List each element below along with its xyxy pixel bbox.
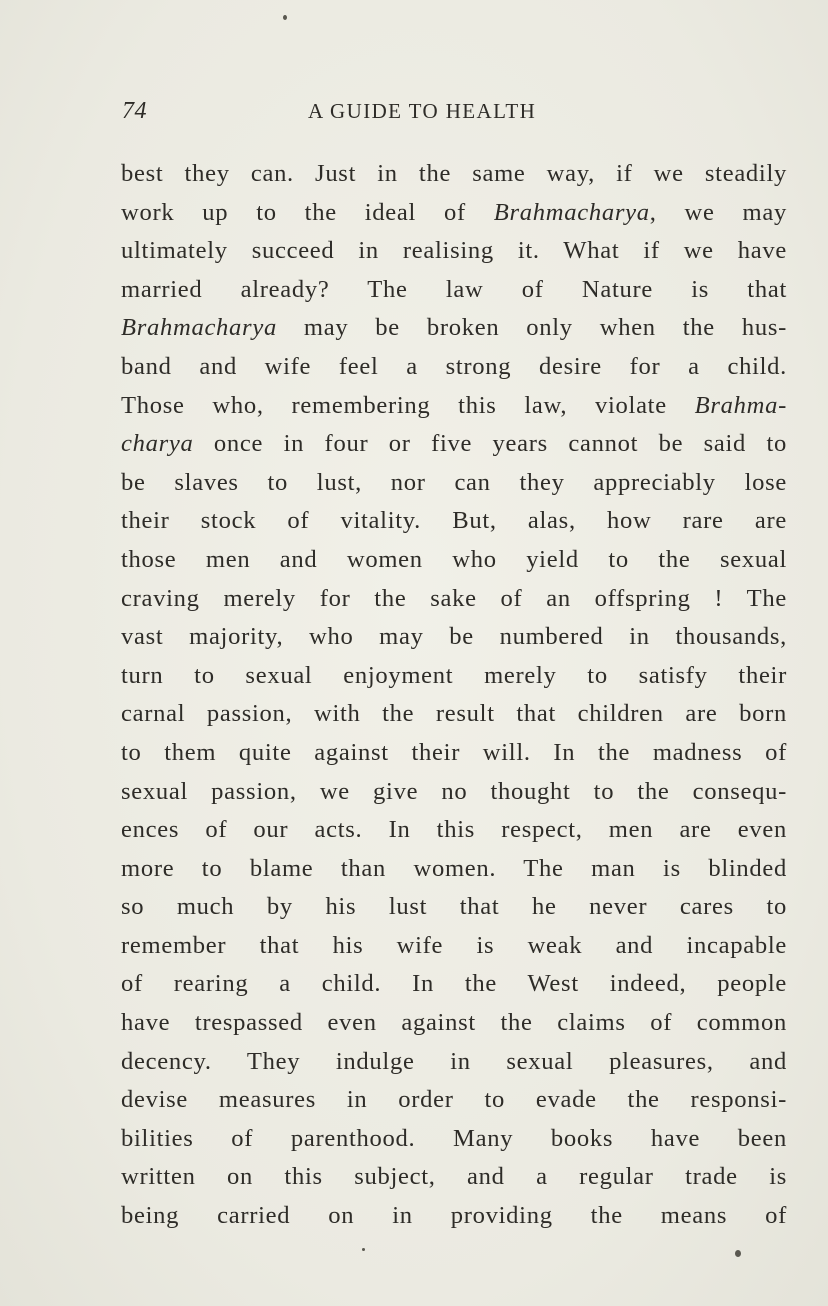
page-header	[122, 98, 786, 128]
text-line: ultimately succeed in realising it. What if we have	[121, 237, 787, 265]
print-speck	[362, 1248, 365, 1251]
text-line: work up to the ideal of Brahmacharya, we may	[121, 198, 787, 226]
text-line: married already? The law of Nature is that	[121, 275, 787, 303]
body-text	[121, 155, 787, 1236]
text-line: have trespassed even against the claims of common	[121, 1009, 787, 1037]
text-line: devise measures in order to evade the responsi-	[121, 1086, 787, 1114]
text-line: charya once in four or five years cannot be said to	[121, 430, 787, 458]
text-line: more to blame than women. The man is blinded	[121, 854, 787, 882]
text-line: bilities of parenthood. Many books have been	[121, 1124, 787, 1152]
print-speck	[283, 15, 287, 20]
running-head: A GUIDE TO HEALTH	[308, 99, 537, 123]
text-line: be slaves to lust, nor can they appreciably lose	[121, 468, 787, 496]
text-line: craving merely for the sake of an offspring ! The	[121, 584, 787, 612]
text-line: best they can. Just in the same way, if we steadily	[121, 160, 787, 187]
text-line: remember that his wife is weak and incapable	[121, 931, 787, 959]
text-line: decency. They indulge in sexual pleasures, and	[121, 1047, 787, 1075]
text-line: vast majority, who may be numbered in thousands,	[121, 623, 787, 651]
text-line: their stock of vitality. But, alas, how rare are	[121, 507, 787, 535]
text-line: written on this subject, and a regular trade is	[121, 1163, 787, 1191]
text-line: Those who, remembering this law, violate Brahma-	[121, 391, 787, 419]
print-speck	[735, 1250, 741, 1257]
text-line: being carried on in providing the means of	[121, 1202, 787, 1230]
text-line: so much by his lust that he never cares to	[121, 893, 787, 921]
text-line: Brahmacharya may be broken only when the hus-	[121, 314, 787, 342]
text-line: sexual passion, we give no thought to the consequ-	[121, 777, 787, 805]
text-line: band and wife feel a strong desire for a child.	[121, 352, 787, 380]
text-line: turn to sexual enjoyment merely to satisfy their	[121, 661, 787, 689]
text-line: those men and women who yield to the sexual	[121, 545, 787, 573]
text-line: to them quite against their will. In the madness of	[121, 738, 787, 766]
text-line: of rearing a child. In the West indeed, people	[121, 970, 787, 998]
text-line: carnal passion, with the result that children are born	[121, 700, 787, 728]
page-number: 74	[122, 98, 147, 124]
text-line: ences of our acts. In this respect, men are even	[121, 816, 787, 844]
